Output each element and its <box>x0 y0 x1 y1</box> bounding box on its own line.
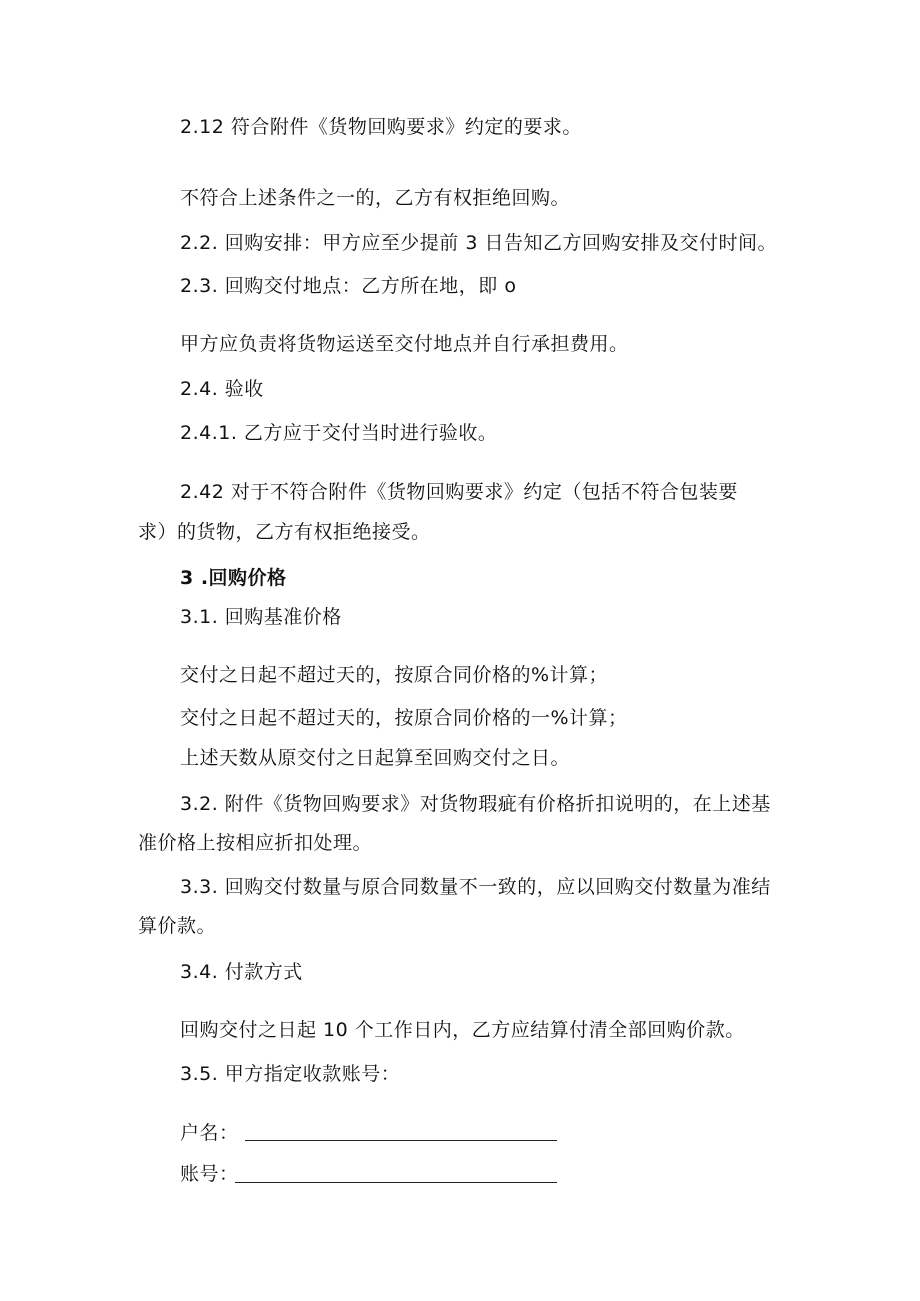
clause-3-1: 3.1. 回购基准价格 <box>180 606 342 628</box>
clause-3-4: 3.4. 付款方式 <box>180 961 303 983</box>
clause-3-5: 3.5. 甲方指定收款账号： <box>180 1063 401 1085</box>
condition-note: 不符合上述条件之一的，乙方有权拒绝回购。 <box>180 187 571 209</box>
account-number-blank[interactable] <box>235 1182 557 1183</box>
clause-3-3-line-1: 3.3. 回购交付数量与原合同数量不一致的，应以回购交付数量为准结 <box>180 876 771 898</box>
price-rule-2: 交付之日起不超过天的，按原合同价格的一%计算； <box>180 707 628 729</box>
clause-2-3: 2.3. 回购交付地点：乙方所在地，即 o <box>180 275 517 297</box>
clause-3-3-line-2: 算价款。 <box>138 915 217 937</box>
clause-2-4: 2.4. 验收 <box>180 378 264 400</box>
account-name-blank[interactable] <box>245 1140 557 1141</box>
clause-2-42-line-1: 2.42 对于不符合附件《货物回购要求》约定（包括不符合包装要 <box>180 481 738 503</box>
account-name-label: 户名： <box>180 1122 239 1144</box>
account-name-row <box>180 1121 239 1145</box>
clause-3-2-line-1: 3.2. 附件《货物回购要求》对货物瑕疵有价格折扣说明的，在上述基 <box>180 793 771 815</box>
payment-terms: 回购交付之日起 10 个工作日内，乙方应结算付清全部回购价款。 <box>180 1019 745 1041</box>
clause-2-12: 2.12 符合附件《货物回购要求》约定的要求。 <box>180 116 582 138</box>
clause-2-2: 2.2. 回购安排：甲方应至少提前 3 日告知乙方回购安排及交付时间。 <box>180 232 777 254</box>
clause-3-2-line-2: 准价格上按相应折扣处理。 <box>138 832 373 854</box>
clause-2-42-line-2: 求）的货物，乙方有权拒绝接受。 <box>138 521 431 543</box>
clause-2-4-1: 2.4.1. 乙方应于交付当时进行验收。 <box>180 422 498 444</box>
price-rule-1: 交付之日起不超过天的，按原合同价格的%计算； <box>180 664 609 686</box>
account-number-label: 账号： <box>180 1163 239 1185</box>
account-number-row <box>180 1162 239 1186</box>
delivery-cost-note: 甲方应负责将货物运送至交付地点并自行承担费用。 <box>180 333 629 355</box>
price-rule-3: 上述天数从原交付之日起算至回购交付之日。 <box>180 747 571 769</box>
section-3-heading: 3 .回购价格 <box>180 567 287 589</box>
